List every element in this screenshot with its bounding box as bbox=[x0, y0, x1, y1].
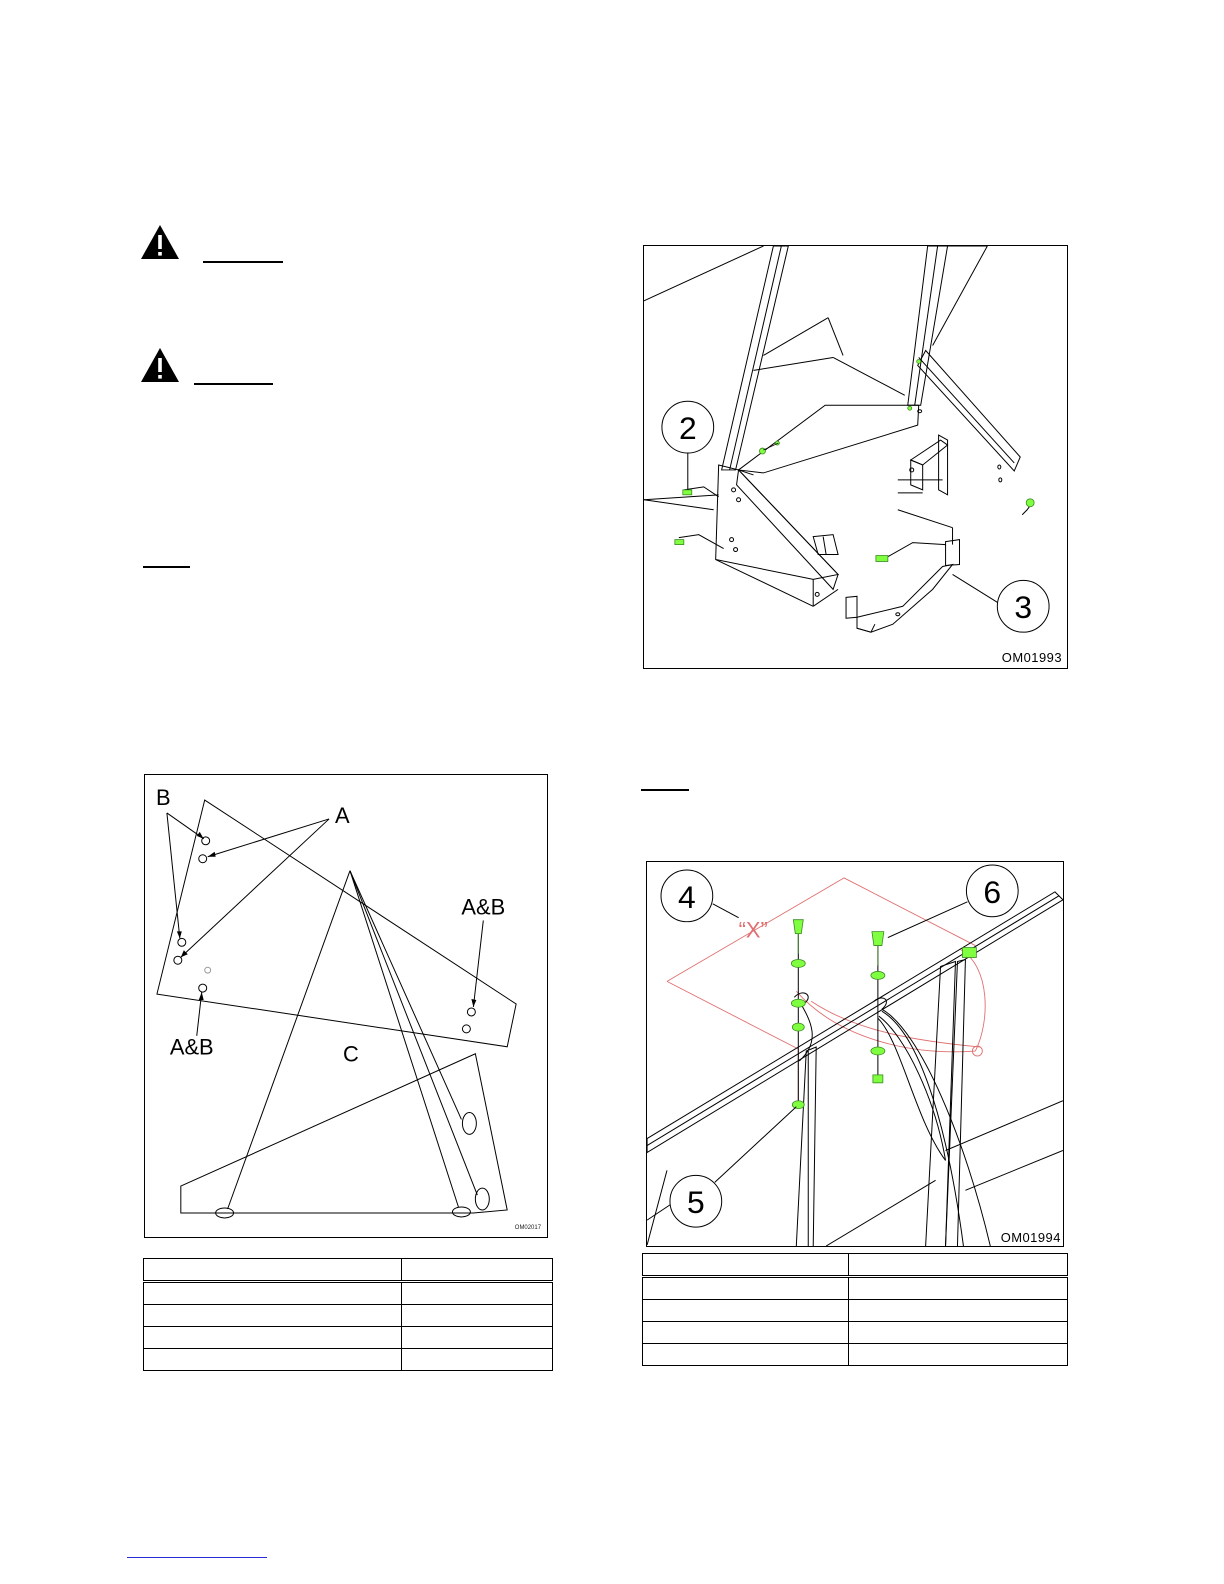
cable-hardware-drawing bbox=[647, 862, 1063, 1246]
parts-table-right bbox=[642, 1253, 1068, 1366]
table-row bbox=[643, 1277, 1068, 1300]
label-a-and-b-left: A&B bbox=[169, 1034, 214, 1060]
parts-table-left bbox=[143, 1258, 553, 1371]
label-a-and-b-right: A&B bbox=[461, 894, 506, 920]
note-heading-underline-left bbox=[143, 566, 190, 568]
label-c: C bbox=[343, 1041, 359, 1067]
callout-4: 4 bbox=[678, 878, 696, 915]
table-row bbox=[643, 1322, 1068, 1344]
plate-holes-drawing bbox=[145, 775, 547, 1237]
label-x: “X” bbox=[738, 917, 768, 943]
table-row bbox=[144, 1349, 553, 1371]
warning-triangle-icon bbox=[140, 347, 180, 383]
label-b: B bbox=[155, 785, 171, 810]
table-row bbox=[643, 1344, 1068, 1366]
table-row bbox=[643, 1254, 1068, 1277]
label-a: A bbox=[335, 802, 350, 828]
table-row bbox=[643, 1300, 1068, 1322]
note-heading-underline-right bbox=[641, 789, 689, 791]
table-row bbox=[144, 1259, 553, 1282]
figure-code-om02017: OM02017 bbox=[514, 1224, 542, 1231]
warning-triangle-icon bbox=[140, 224, 180, 260]
table-row bbox=[144, 1282, 553, 1305]
warning-heading-1-underline bbox=[203, 261, 283, 263]
figure-code-om01993: OM01993 bbox=[1001, 650, 1063, 666]
warning-heading-2-underline bbox=[194, 383, 273, 385]
figure-code-om01994: OM01994 bbox=[1000, 1230, 1061, 1246]
figure-cable-hardware bbox=[646, 861, 1064, 1247]
figure-frame-assembly bbox=[643, 245, 1068, 669]
table-row bbox=[144, 1305, 553, 1327]
callout-5: 5 bbox=[686, 1184, 705, 1221]
callout-2: 2 bbox=[678, 410, 697, 447]
table-row bbox=[144, 1327, 553, 1349]
figure-plate-holes bbox=[144, 774, 548, 1238]
callout-6: 6 bbox=[983, 873, 1002, 910]
frame-assembly-drawing bbox=[644, 246, 1067, 668]
callout-3: 3 bbox=[1014, 589, 1033, 626]
footer-link[interactable] bbox=[127, 1557, 267, 1558]
